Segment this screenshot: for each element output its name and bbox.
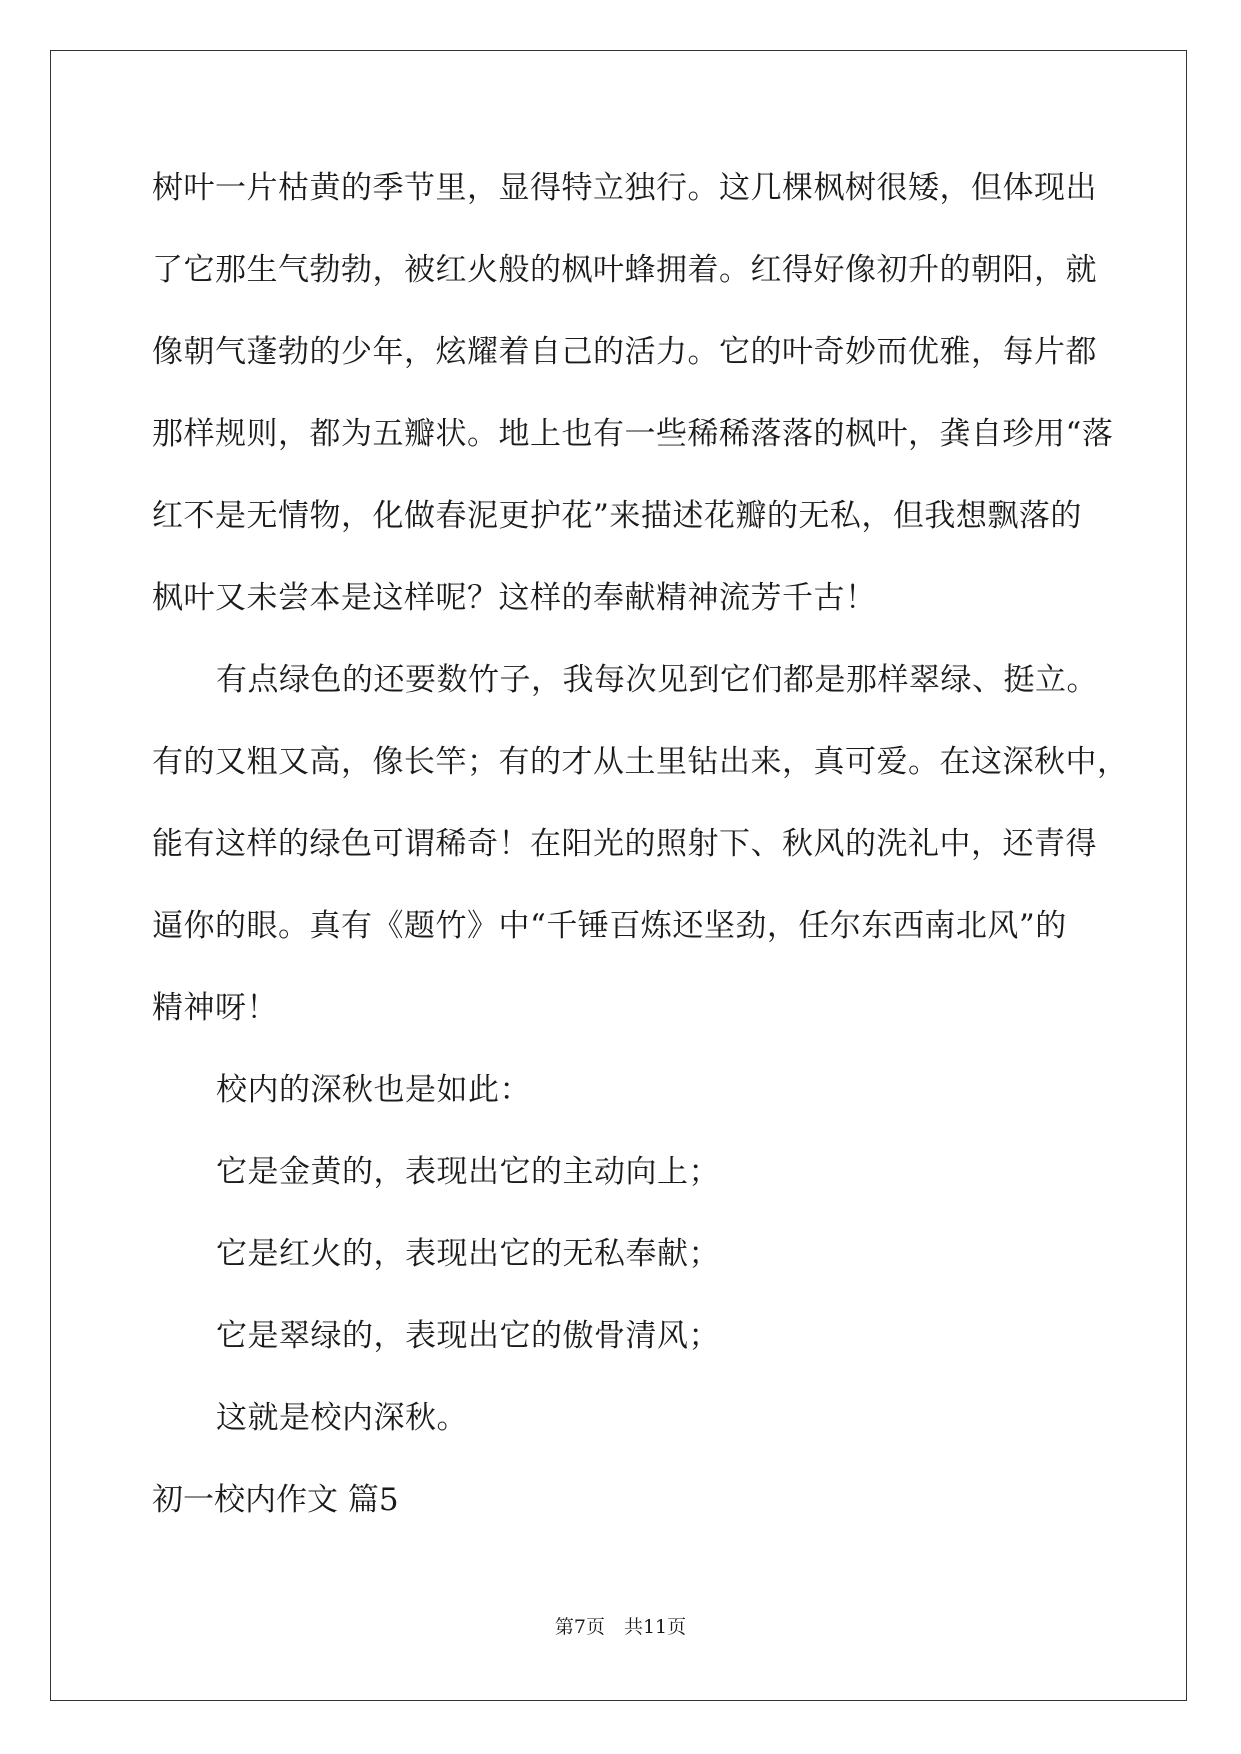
paragraph-start-line: 校内的深秋也是如此： [216, 1072, 531, 1108]
text-line: 有的又粗又高，像长竿；有的才从土里钻出来，真可爱。在这深秋中， [152, 744, 1129, 780]
paragraph-start-line: 它是红火的，表现出它的无私奉献； [216, 1236, 720, 1272]
text-line: 了它那生气勃勃，被红火般的枫叶蜂拥着。红得好像初升的朝阳，就 [152, 252, 1097, 288]
text-line: 红不是无情物，化做春泥更护花”来描述花瓣的无私，但我想飘落的 [152, 498, 1082, 534]
document-body [152, 163, 1129, 1535]
text-line: 能有这样的绿色可谓稀奇！在阳光的照射下、秋风的洗礼中，还青得 [152, 826, 1097, 862]
text-line: 精神呀！ [152, 990, 278, 1026]
section-heading: 初一校内作文 篇5 [152, 1482, 399, 1518]
paragraph-start-line: 它是翠绿的，表现出它的傲骨清风； [216, 1318, 720, 1354]
text-line: 枫叶又未尝本是这样呢？这样的奉献精神流芳千古！ [152, 580, 877, 616]
text-line: 逼你的眼。真有《题竹》中“千锤百炼还坚劲，任尔东西南北风”的 [152, 908, 1067, 944]
paragraph-start-line: 这就是校内深秋。 [216, 1400, 468, 1436]
paragraph-start-line: 有点绿色的还要数竹子，我每次见到它们都是那样翠绿、挺立。 [216, 662, 1098, 698]
paragraph-start-line: 它是金黄的，表现出它的主动向上； [216, 1154, 720, 1190]
text-line: 树叶一片枯黄的季节里，显得特立独行。这几棵枫树很矮，但体现出 [152, 170, 1097, 206]
text-line: 那样规则，都为五瓣状。地上也有一些稀稀落落的枫叶，龚自珍用“落 [152, 416, 1114, 452]
page-number-footer: 第7页 共11页 [554, 1616, 687, 1638]
text-line: 像朝气蓬勃的少年，炫耀着自己的活力。它的叶奇妙而优雅，每片都 [152, 334, 1097, 370]
